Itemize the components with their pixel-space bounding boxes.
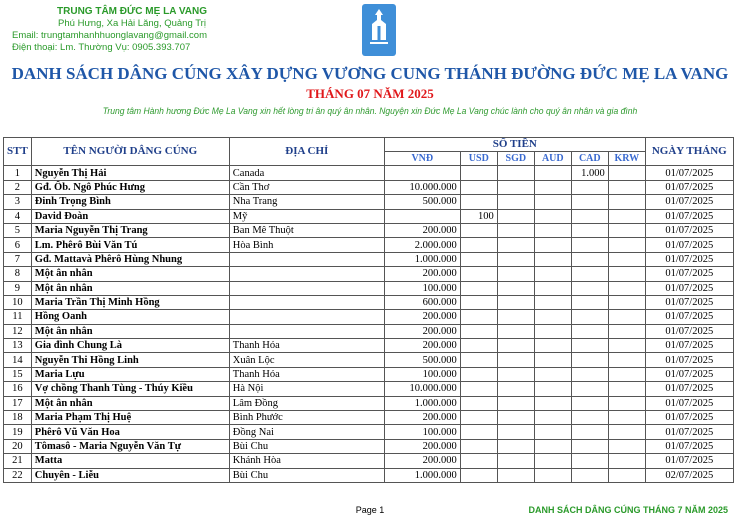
row-krw <box>608 324 645 338</box>
header-stt: STT <box>4 138 32 166</box>
row-cad <box>571 195 608 209</box>
org-name: TRUNG TÂM ĐỨC MẸ LA VANG <box>57 6 207 17</box>
row-krw <box>608 353 645 367</box>
header-aud: AUD <box>534 152 571 166</box>
row-name: Tômasô - Maria Nguyễn Văn Tự <box>31 439 229 453</box>
row-sgd <box>497 223 534 237</box>
row-date: 01/07/2025 <box>645 209 733 223</box>
row-name: Gđ. Mattavà Phêrô Hùng Nhung <box>31 252 229 266</box>
row-krw <box>608 382 645 396</box>
row-usd <box>460 454 497 468</box>
row-cad <box>571 353 608 367</box>
row-vnd: 2.000.000 <box>384 238 460 252</box>
row-usd <box>460 339 497 353</box>
row-vnd: 200.000 <box>384 439 460 453</box>
table-row <box>4 382 734 396</box>
row-cad <box>571 425 608 439</box>
row-name: Một ân nhân <box>31 267 229 281</box>
row-sgd <box>497 353 534 367</box>
row-sgd <box>497 310 534 324</box>
row-krw <box>608 223 645 237</box>
row-vnd: 200.000 <box>384 223 460 237</box>
row-sgd <box>497 425 534 439</box>
row-name: Gia đình Chung Là <box>31 339 229 353</box>
row-usd <box>460 310 497 324</box>
row-aud <box>534 367 571 381</box>
row-cad <box>571 295 608 309</box>
row-cad: 1.000 <box>571 166 608 180</box>
row-cad <box>571 439 608 453</box>
row-sgd <box>497 468 534 482</box>
row-address: Xuân Lộc <box>229 353 384 367</box>
row-address: Bình Phước <box>229 411 384 425</box>
table-row <box>4 209 734 223</box>
row-sgd <box>497 411 534 425</box>
row-usd <box>460 223 497 237</box>
row-vnd: 100.000 <box>384 367 460 381</box>
row-date: 01/07/2025 <box>645 295 733 309</box>
row-aud <box>534 310 571 324</box>
row-stt: 14 <box>4 353 32 367</box>
row-name: Maria Lựu <box>31 367 229 381</box>
row-cad <box>571 454 608 468</box>
row-usd <box>460 238 497 252</box>
header-amount: SỐ TIỀN <box>384 138 645 152</box>
row-address <box>229 310 384 324</box>
table-row <box>4 267 734 281</box>
row-vnd: 200.000 <box>384 310 460 324</box>
row-name: Phêrô Vũ Văn Hoa <box>31 425 229 439</box>
org-address: Phú Hưng, Xa Hải Lăng, Quảng Trị <box>58 18 206 29</box>
header-address: ĐỊA CHỈ <box>229 138 384 166</box>
table-row <box>4 367 734 381</box>
row-stt: 1 <box>4 166 32 180</box>
row-stt: 3 <box>4 195 32 209</box>
row-cad <box>571 223 608 237</box>
row-vnd <box>384 166 460 180</box>
row-date: 01/07/2025 <box>645 223 733 237</box>
row-krw <box>608 209 645 223</box>
row-address: Lâm Đồng <box>229 396 384 410</box>
table-row <box>4 223 734 237</box>
row-krw <box>608 252 645 266</box>
row-date: 01/07/2025 <box>645 324 733 338</box>
header-cad: CAD <box>571 152 608 166</box>
row-sgd <box>497 339 534 353</box>
row-name: Nguyễn Thi Hồng Linh <box>31 353 229 367</box>
row-aud <box>534 195 571 209</box>
table-row <box>4 339 734 353</box>
row-name: Vợ chồng Thanh Tùng - Thúy Kiều <box>31 382 229 396</box>
row-name: Chuyên - Liễu <box>31 468 229 482</box>
row-cad <box>571 180 608 194</box>
row-stt: 12 <box>4 324 32 338</box>
row-sgd <box>497 180 534 194</box>
row-address <box>229 295 384 309</box>
row-usd <box>460 252 497 266</box>
row-usd <box>460 439 497 453</box>
row-address: Thanh Hóa <box>229 339 384 353</box>
document-title: DANH SÁCH DÂNG CÚNG XÂY DỰNG VƯƠNG CUNG THÁNH ĐƯỜNG ĐỨC MẸ LA VANG <box>11 64 729 83</box>
row-aud <box>534 353 571 367</box>
row-address: Hà Nội <box>229 382 384 396</box>
row-vnd: 10.000.000 <box>384 382 460 396</box>
row-sgd <box>497 295 534 309</box>
row-address: Ban Mê Thuột <box>229 223 384 237</box>
table-row <box>4 324 734 338</box>
row-aud <box>534 238 571 252</box>
row-stt: 8 <box>4 267 32 281</box>
row-sgd <box>497 396 534 410</box>
row-cad <box>571 324 608 338</box>
row-usd <box>460 324 497 338</box>
row-cad <box>571 281 608 295</box>
row-stt: 11 <box>4 310 32 324</box>
row-sgd <box>497 267 534 281</box>
row-krw <box>608 295 645 309</box>
row-address: Cần Thơ <box>229 180 384 194</box>
row-date: 01/07/2025 <box>645 382 733 396</box>
row-sgd <box>497 367 534 381</box>
la-vang-logo <box>362 4 396 56</box>
row-sgd <box>497 166 534 180</box>
row-vnd: 200.000 <box>384 454 460 468</box>
row-aud <box>534 439 571 453</box>
row-cad <box>571 382 608 396</box>
row-cad <box>571 310 608 324</box>
row-date: 01/07/2025 <box>645 166 733 180</box>
row-cad <box>571 209 608 223</box>
table-row <box>4 238 734 252</box>
row-usd <box>460 468 497 482</box>
row-sgd <box>497 195 534 209</box>
table-row <box>4 252 734 266</box>
row-krw <box>608 166 645 180</box>
row-date: 01/07/2025 <box>645 339 733 353</box>
row-vnd: 10.000.000 <box>384 180 460 194</box>
row-address: Canada <box>229 166 384 180</box>
row-address <box>229 281 384 295</box>
row-stt: 19 <box>4 425 32 439</box>
row-usd <box>460 367 497 381</box>
row-sgd <box>497 209 534 223</box>
row-usd <box>460 267 497 281</box>
row-date: 01/07/2025 <box>645 367 733 381</box>
table-row <box>4 411 734 425</box>
row-cad <box>571 468 608 482</box>
row-aud <box>534 468 571 482</box>
row-name: Matta <box>31 454 229 468</box>
row-sgd <box>497 382 534 396</box>
row-cad <box>571 411 608 425</box>
donation-table <box>3 137 734 483</box>
header-name: TÊN NGƯỜI DÂNG CÚNG <box>31 138 229 166</box>
row-vnd: 100.000 <box>384 425 460 439</box>
row-date: 01/07/2025 <box>645 396 733 410</box>
row-stt: 22 <box>4 468 32 482</box>
row-krw <box>608 425 645 439</box>
row-usd <box>460 382 497 396</box>
row-aud <box>534 382 571 396</box>
row-usd <box>460 195 497 209</box>
row-date: 01/07/2025 <box>645 454 733 468</box>
document-subtitle: THÁNG 07 NĂM 2025 <box>306 86 434 101</box>
row-stt: 4 <box>4 209 32 223</box>
org-phone: Điện thoại: Lm. Thường Vụ: 0905.393.707 <box>12 42 191 53</box>
table-row <box>4 195 734 209</box>
row-address: Đồng Nai <box>229 425 384 439</box>
row-vnd: 200.000 <box>384 267 460 281</box>
row-date: 01/07/2025 <box>645 281 733 295</box>
row-vnd: 200.000 <box>384 324 460 338</box>
row-vnd: 1.000.000 <box>384 396 460 410</box>
row-aud <box>534 324 571 338</box>
row-name: Maria Trần Thị Minh Hồng <box>31 295 229 309</box>
header-usd: USD <box>460 152 497 166</box>
table-row <box>4 425 734 439</box>
row-aud <box>534 209 571 223</box>
row-krw <box>608 180 645 194</box>
row-stt: 7 <box>4 252 32 266</box>
row-date: 01/07/2025 <box>645 411 733 425</box>
row-aud <box>534 180 571 194</box>
row-vnd: 100.000 <box>384 281 460 295</box>
row-stt: 17 <box>4 396 32 410</box>
row-name: Một ân nhân <box>31 396 229 410</box>
row-krw <box>608 396 645 410</box>
row-name: Một ân nhân <box>31 281 229 295</box>
row-address: Hòa Bình <box>229 238 384 252</box>
row-stt: 5 <box>4 223 32 237</box>
table-row <box>4 180 734 194</box>
row-vnd: 1.000.000 <box>384 252 460 266</box>
header-sgd: SGD <box>497 152 534 166</box>
table-row <box>4 353 734 367</box>
table-row <box>4 310 734 324</box>
table-row <box>4 468 734 482</box>
row-stt: 2 <box>4 180 32 194</box>
row-name: Một ân nhân <box>31 324 229 338</box>
row-krw <box>608 367 645 381</box>
table-row <box>4 454 734 468</box>
row-date: 01/07/2025 <box>645 425 733 439</box>
row-usd <box>460 281 497 295</box>
row-aud <box>534 339 571 353</box>
row-usd <box>460 396 497 410</box>
row-date: 01/07/2025 <box>645 180 733 194</box>
row-name: Hồng Oanh <box>31 310 229 324</box>
row-krw <box>608 238 645 252</box>
row-name: Nguyễn Thị Hải <box>31 166 229 180</box>
row-date: 02/07/2025 <box>645 468 733 482</box>
row-name: David Đoàn <box>31 209 229 223</box>
row-krw <box>608 339 645 353</box>
row-usd <box>460 353 497 367</box>
row-cad <box>571 339 608 353</box>
row-vnd: 500.000 <box>384 195 460 209</box>
row-cad <box>571 238 608 252</box>
thanks-message: Trung tâm Hành hương Đức Mẹ La Vang xin hết lòng tri ân quý ân nhân. Nguyện xin Đức Mẹ La Vang chúc lành cho quý ân nhân và gia đình <box>102 106 638 116</box>
row-sgd <box>497 252 534 266</box>
row-vnd: 1.000.000 <box>384 468 460 482</box>
header-krw: KRW <box>608 152 645 166</box>
row-usd <box>460 295 497 309</box>
row-aud <box>534 267 571 281</box>
row-krw <box>608 310 645 324</box>
organization-info <box>12 6 252 54</box>
row-address: Bùi Chu <box>229 468 384 482</box>
row-krw <box>608 195 645 209</box>
row-stt: 20 <box>4 439 32 453</box>
row-name: Lm. Phêrô Bùi Văn Tú <box>31 238 229 252</box>
row-krw <box>608 281 645 295</box>
org-email: Email: trungtamhanhhuonglavang@gmail.com <box>12 30 208 41</box>
row-usd <box>460 411 497 425</box>
row-address <box>229 267 384 281</box>
row-vnd: 500.000 <box>384 353 460 367</box>
row-sgd <box>497 281 534 295</box>
row-stt: 15 <box>4 367 32 381</box>
row-date: 01/07/2025 <box>645 439 733 453</box>
row-krw <box>608 454 645 468</box>
row-usd: 100 <box>460 209 497 223</box>
row-address <box>229 324 384 338</box>
row-aud <box>534 425 571 439</box>
row-usd <box>460 425 497 439</box>
row-krw <box>608 439 645 453</box>
row-krw <box>608 468 645 482</box>
row-aud <box>534 411 571 425</box>
row-date: 01/07/2025 <box>645 252 733 266</box>
table-row <box>4 295 734 309</box>
row-aud <box>534 281 571 295</box>
row-vnd <box>384 209 460 223</box>
row-name: Gđ. Ôb. Ngô Phúc Hưng <box>31 180 229 194</box>
row-name: Maria Phạm Thị Huệ <box>31 411 229 425</box>
table-row <box>4 166 734 180</box>
row-aud <box>534 252 571 266</box>
header-date: NGÀY THÁNG <box>645 138 733 166</box>
table-row <box>4 439 734 453</box>
row-sgd <box>497 439 534 453</box>
table-row <box>4 281 734 295</box>
footer-label: DANH SÁCH DÂNG CÚNG THÁNG 7 NĂM 2025 <box>528 505 728 515</box>
row-aud <box>534 295 571 309</box>
row-address <box>229 252 384 266</box>
row-cad <box>571 367 608 381</box>
row-stt: 10 <box>4 295 32 309</box>
page-number: Page 1 <box>355 505 385 515</box>
row-cad <box>571 396 608 410</box>
row-address: Bùi Chu <box>229 439 384 453</box>
row-cad <box>571 252 608 266</box>
row-stt: 6 <box>4 238 32 252</box>
row-vnd: 200.000 <box>384 411 460 425</box>
row-aud <box>534 454 571 468</box>
header-vnd: VNĐ <box>384 152 460 166</box>
row-date: 01/07/2025 <box>645 310 733 324</box>
row-vnd: 600.000 <box>384 295 460 309</box>
row-stt: 21 <box>4 454 32 468</box>
table-row <box>4 396 734 410</box>
row-cad <box>571 267 608 281</box>
row-address: Thanh Hóa <box>229 367 384 381</box>
row-usd <box>460 166 497 180</box>
row-sgd <box>497 324 534 338</box>
row-stt: 13 <box>4 339 32 353</box>
row-krw <box>608 411 645 425</box>
row-krw <box>608 267 645 281</box>
row-date: 01/07/2025 <box>645 353 733 367</box>
row-stt: 9 <box>4 281 32 295</box>
row-stt: 18 <box>4 411 32 425</box>
row-sgd <box>497 238 534 252</box>
row-name: Đinh Trọng Bình <box>31 195 229 209</box>
row-aud <box>534 223 571 237</box>
row-vnd: 200.000 <box>384 339 460 353</box>
row-stt: 16 <box>4 382 32 396</box>
row-date: 01/07/2025 <box>645 267 733 281</box>
row-address: Mỹ <box>229 209 384 223</box>
row-date: 01/07/2025 <box>645 195 733 209</box>
row-aud <box>534 396 571 410</box>
row-address: Nha Trang <box>229 195 384 209</box>
row-address: Khánh Hòa <box>229 454 384 468</box>
row-usd <box>460 180 497 194</box>
row-name: Maria Nguyễn Thị Trang <box>31 223 229 237</box>
row-date: 01/07/2025 <box>645 238 733 252</box>
row-aud <box>534 166 571 180</box>
row-sgd <box>497 454 534 468</box>
